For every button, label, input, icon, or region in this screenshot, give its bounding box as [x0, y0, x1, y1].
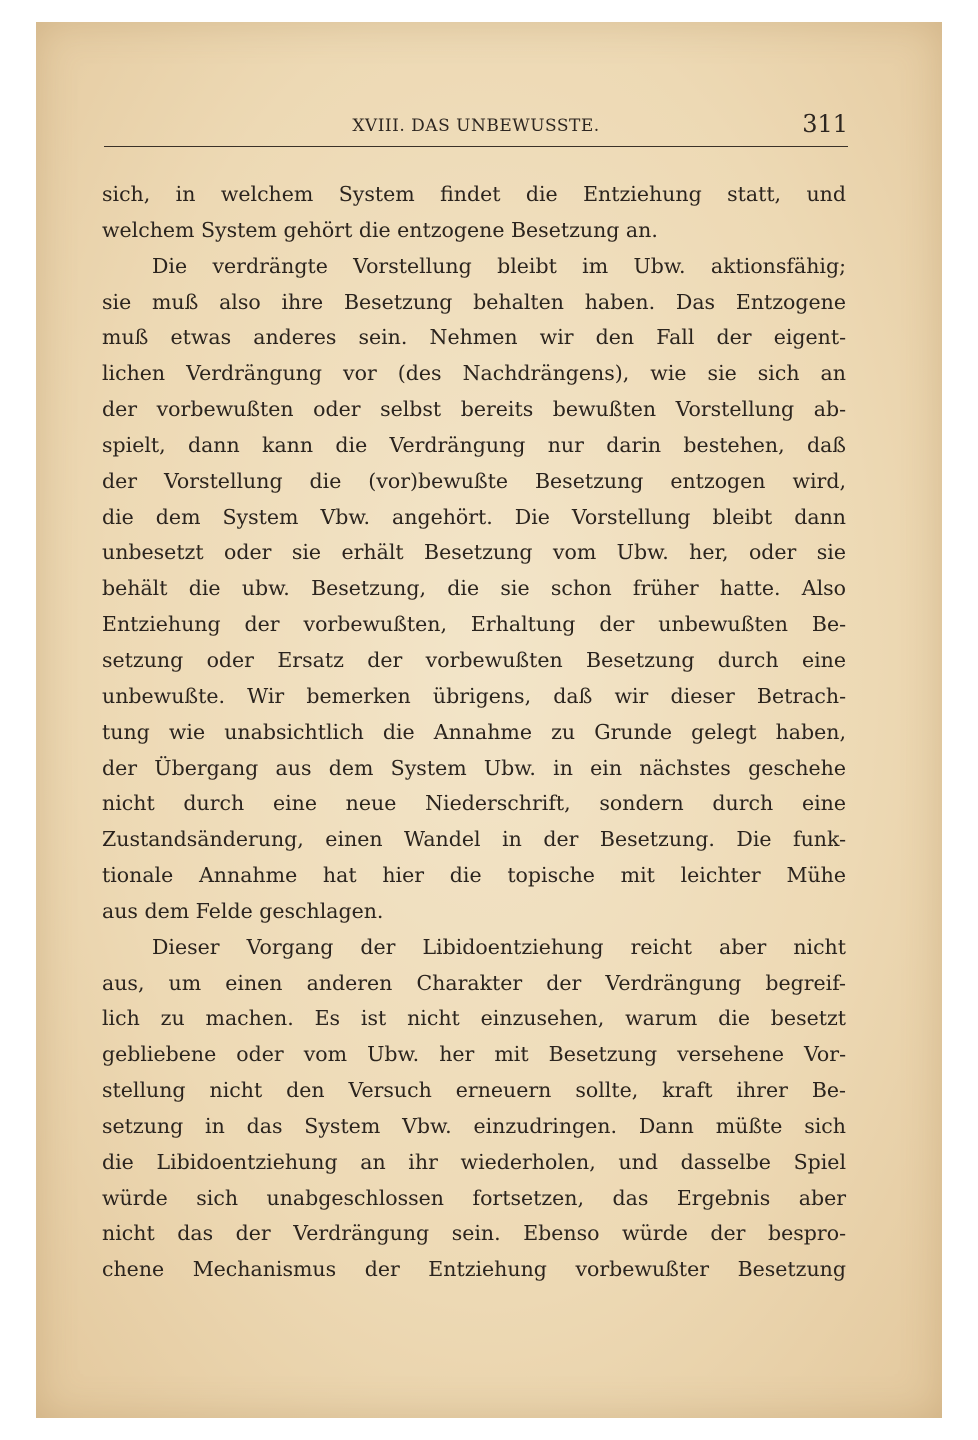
text-line: behält die ubw. Besetzung, die sie schon früher hatte. Also: [102, 576, 846, 601]
text-line: lichen Verdrängung vor (des Nachdrängens), wie sie sich an: [102, 361, 846, 386]
text-line: die Libidoentziehung an ihr wiederholen, und dasselbe Spiel: [102, 1149, 846, 1174]
text-line: der vorbewußten oder selbst bereits bewußten Vorstellung ab-: [102, 397, 846, 422]
text-line: nicht das der Verdrängung sein. Ebenso würde der bespro-: [102, 1221, 846, 1246]
body-text: [102, 177, 846, 1288]
text-line: welchem System gehört die entzogene Besetzung an.: [102, 217, 658, 242]
text-line: Zustandsänderung, einen Wandel in der Besetzung. Die funk-: [102, 827, 846, 852]
running-header: [104, 112, 848, 147]
text-line: muß etwas anderes sein. Nehmen wir den Fall der eigent-: [102, 325, 846, 350]
text-line: der Vorstellung die (vor)bewußte Besetzung entzogen wird,: [102, 468, 846, 493]
text-line: gebliebene oder vom Ubw. her mit Besetzung versehene Vor-: [102, 1042, 846, 1067]
text-line: tung wie unabsichtlich die Annahme zu Grunde gelegt haben,: [102, 719, 846, 744]
book-page: [36, 22, 942, 1418]
text-line: Entziehung der vorbewußten, Erhaltung der unbewußten Be-: [102, 612, 846, 637]
text-line: würde sich unabgeschlossen fortsetzen, das Ergebnis aber: [102, 1185, 846, 1210]
text-line: sich, in welchem System findet die Entziehung statt, und: [102, 182, 846, 206]
text-line: nicht durch eine neue Niederschrift, sondern durch eine: [102, 791, 846, 816]
text-line: unbesetzt oder sie erhält Besetzung vom Ubw. her, oder sie: [102, 540, 846, 565]
text-line: lich zu machen. Es ist nicht einzusehen, warum die besetzt: [102, 1006, 846, 1031]
page-number: 311: [802, 110, 848, 138]
text-line: chene Mechanismus der Entziehung vorbewußter Besetzung: [102, 1257, 846, 1282]
text-line: der Übergang aus dem System Ubw. in ein nächstes geschehe: [102, 755, 846, 780]
chapter-title: XVIII. DAS UNBEWUSSTE.: [352, 116, 600, 136]
text-line: setzung in das System Vbw. einzudringen. Dann müßte sich: [102, 1113, 846, 1138]
text-line: aus dem Felde geschlagen.: [102, 898, 384, 923]
text-line: die dem System Vbw. angehört. Die Vorstellung bleibt dann: [102, 504, 846, 529]
text-line: Dieser Vorgang der Libidoentziehung reicht aber nicht: [152, 934, 846, 959]
text-line: unbewußte. Wir bemerken übrigens, daß wir dieser Betrach-: [102, 683, 846, 708]
text-line: aus, um einen anderen Charakter der Verdrängung begreif-: [102, 970, 846, 995]
text-line: spielt, dann kann die Verdrängung nur darin bestehen, daß: [102, 432, 846, 457]
text-line: stellung nicht den Versuch erneuern sollte, kraft ihrer Be-: [102, 1078, 846, 1103]
text-line: sie muß also ihre Besetzung behalten haben. Das Entzogene: [102, 289, 846, 314]
text-line: setzung oder Ersatz der vorbewußten Besetzung durch eine: [102, 647, 846, 672]
text-line: Die verdrängte Vorstellung bleibt im Ubw. aktionsfähig;: [152, 253, 846, 278]
text-line: tionale Annahme hat hier die topische mit leichter Mühe: [102, 863, 846, 888]
